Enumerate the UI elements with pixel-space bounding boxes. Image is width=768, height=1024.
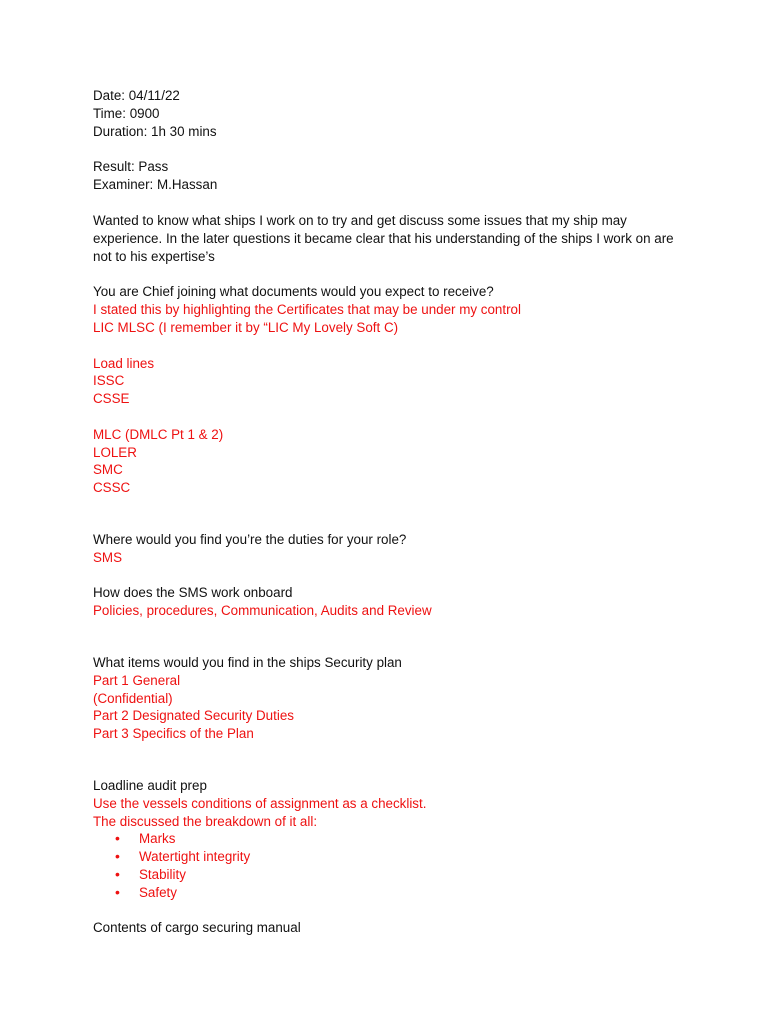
list-item-label: Stability [139, 866, 186, 882]
spacer [93, 140, 683, 158]
certificate-item: LOLER [93, 444, 137, 460]
spacer [93, 194, 683, 212]
answer-line: Policies, procedures, Communication, Audits and Review [93, 603, 432, 619]
answer-line: (Confidential) [93, 690, 173, 706]
question-documents: You are Chief joining what documents would you expect to receive? [93, 284, 494, 300]
spacer [93, 408, 683, 426]
answer-line: Use the vessels conditions of assignment as a checklist. [93, 795, 427, 811]
question-security-plan: What items would you find in the ships Security plan [93, 654, 402, 670]
answer-line: LIC MLSC (I remember it by “LIC My Lovely Soft C) [93, 319, 399, 335]
answer-line: Part 1 General [93, 672, 181, 688]
certificate-item: ISSC [93, 373, 125, 389]
list-item [93, 848, 683, 866]
time-line: Time: 0900 [93, 105, 160, 121]
result-line: Result: Pass [93, 159, 169, 175]
list-item [93, 884, 683, 902]
spacer [93, 337, 683, 355]
answer-line: I stated this by highlighting the Certificates that may be under my control [93, 302, 521, 318]
certificate-item: CSSE [93, 391, 130, 407]
spacer [93, 620, 683, 654]
spacer [93, 901, 683, 919]
list-item-label: Watertight integrity [139, 849, 251, 865]
bullet-icon: • [115, 848, 120, 865]
certificate-item: MLC (DMLC Pt 1 & 2) [93, 426, 224, 442]
certificate-item: CSSC [93, 480, 131, 496]
certificate-item: SMC [93, 462, 123, 478]
spacer [93, 567, 683, 585]
spacer [93, 266, 683, 284]
question-duties: Where would you find you’re the duties for your role? [93, 531, 407, 547]
question-cargo-manual: Contents of cargo securing manual [93, 920, 301, 936]
answer-line: Part 3 Specifics of the Plan [93, 726, 254, 742]
question-loadline: Loadline audit prep [93, 777, 207, 793]
examiner-line: Examiner: M.Hassan [93, 176, 218, 192]
spacer [93, 497, 683, 531]
answer-line: Part 2 Designated Security Duties [93, 708, 294, 724]
intro-paragraph: Wanted to know what ships I work on to try and get discuss some issues that my ship may experience. In the later questions it became clear that his understanding of the ships I work on are not to his expertise’s [93, 212, 674, 264]
bullet-icon: • [115, 883, 120, 900]
question-sms: How does the SMS work onboard [93, 585, 293, 601]
document-page [93, 87, 683, 937]
date-line: Date: 04/11/22 [93, 88, 180, 103]
list-item-label: Marks [139, 831, 176, 847]
list-item [93, 866, 683, 884]
duration-line: Duration: 1h 30 mins [93, 123, 217, 139]
spacer [93, 743, 683, 777]
certificate-item: Load lines [93, 355, 155, 371]
answer-line: SMS [93, 549, 123, 565]
list-item [93, 830, 683, 848]
bullet-icon: • [115, 865, 120, 882]
bullet-icon: • [115, 830, 120, 847]
loadline-bullet-list [93, 830, 683, 901]
answer-line: The discussed the breakdown of it all: [93, 813, 318, 829]
list-item-label: Safety [139, 884, 177, 900]
